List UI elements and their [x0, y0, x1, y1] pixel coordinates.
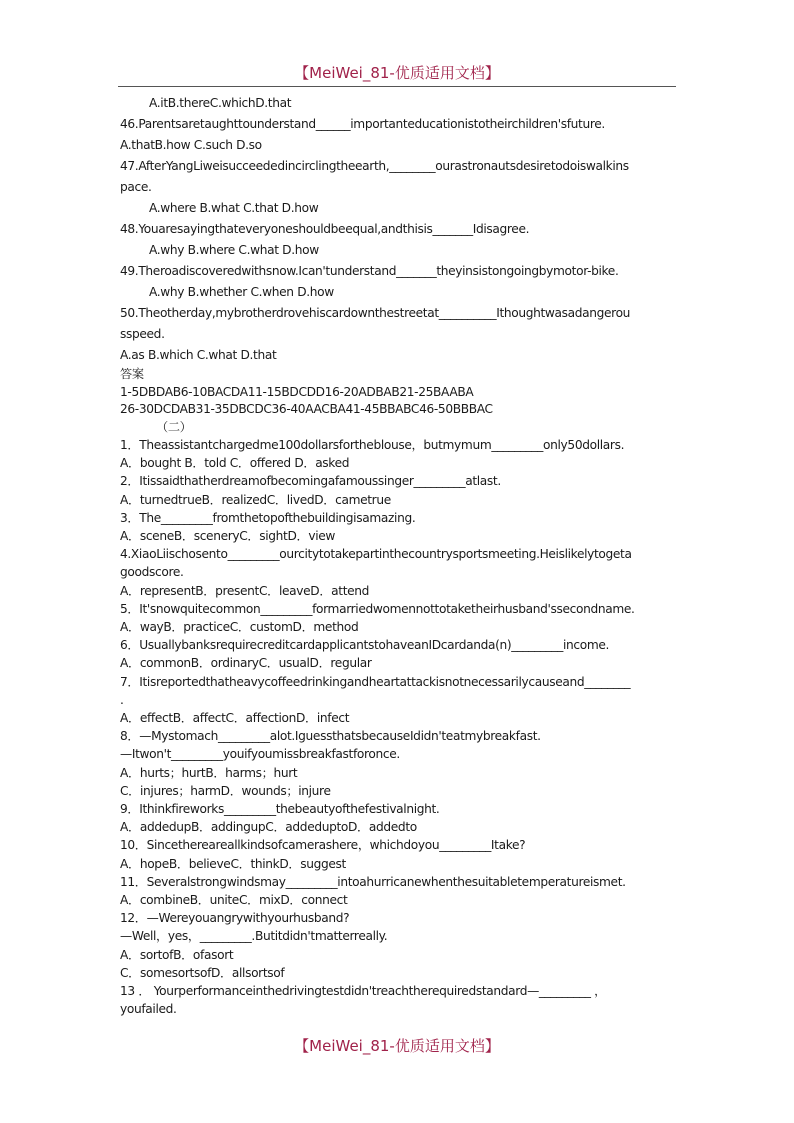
questions-45-50-block — [120, 93, 678, 384]
answer-key-line: 1-5DBDAB6-10BACDA11-15BDCDD16-20ADBAB21-25BAABA — [120, 384, 474, 399]
text-line: sspeed. — [120, 327, 165, 341]
question-line: youfailed. — [120, 1002, 177, 1017]
section-heading: （二） — [156, 419, 192, 434]
options-line: A．addedupB．addingupC．addeduptoD．addedto — [120, 820, 417, 835]
question-line: goodscore. — [120, 565, 184, 580]
text-line: 48.Youaresayingthateveryoneshouldbeequal,andthisis_______Idisagree. — [120, 222, 530, 236]
text-line: A.itB.thereC.whichD.that — [149, 96, 292, 110]
options-line: A．hurts；hurtB．harms；hurt — [120, 765, 298, 780]
options-line: A．turnedtrueB．realizedC．livedD．cametrue — [120, 492, 391, 507]
text-line: 47.AfterYangLiweisucceededincirclingtheearth,________ourastronautsdesiretodoiswalkins — [120, 159, 629, 173]
page-footer: 【MeiWei_81-优质适用文档】 — [294, 1037, 500, 1055]
question-line: 4.XiaoLiischosento_________ourcitytotakepartinthecountrysportsmeeting.Heislikelytogeta — [120, 547, 632, 562]
options-line: A．commonB．ordinaryC．usualD．regular — [120, 656, 372, 671]
text-line: 50.Theotherday,mybrotherdrovehiscardownthestreetat__________Ithoughtwasadangerou — [120, 306, 631, 320]
options-line: A．bought B．told C．offered D．asked — [120, 456, 350, 471]
question-line: 10．Sincethereareallkindsofcamerashere，whichdoyou_________Itake? — [120, 838, 526, 853]
options-line: A．combineB．uniteC．mixD．connect — [120, 893, 348, 908]
question-line: —Well，yes，_________.Butitdidn'tmatterreally. — [120, 929, 388, 944]
question-line: 12．—Wereyouangrywithyourhusband? — [120, 911, 350, 926]
options-line: C．somesortsofD．allsortsof — [120, 965, 285, 980]
text-line: A.thatB.how C.such D.so — [120, 138, 262, 152]
options-line: A．representB．presentC．leaveD．attend — [120, 583, 370, 598]
question-line: 8．—Mystomach_________alot.IguessthatsbecauseIdidn'teatmybreakfast. — [120, 729, 541, 744]
question-line: 5．It'snowquitecommon_________formarriedwomennottotaketheirhusband'ssecondname. — [120, 601, 635, 616]
question-line: 7．Itisreportedthatheavycoffeedrinkingandheartattackisnotnecessarilycauseand________ — [120, 674, 631, 689]
question-line: 11．Severalstrongwindsmay_________intoahurricanewhenthesuitabletemperatureismet. — [120, 874, 626, 889]
question-line: 1．Theassistantchargedme100dollarsfortheblouse，butmymum_________only50dollars. — [120, 438, 625, 452]
text-line: A.as B.which C.what D.that — [120, 348, 277, 362]
text-line: A.why B.where C.what D.how — [149, 243, 319, 257]
question-line: 9．Ithinkfireworks_________thebeautyofthefestivalnight. — [120, 802, 440, 817]
options-line: A．effectB．affectC．affectionD．infect — [120, 711, 350, 726]
options-line: C．injures；harmD．wounds；injure — [120, 783, 331, 798]
answer-heading: 答案 — [120, 367, 144, 381]
answer-key-block — [120, 384, 678, 437]
question-line: 2．Itissaidthatherdreamofbecomingafamoussinger_________atlast. — [120, 474, 501, 489]
question-line: . — [120, 692, 124, 707]
text-line: A.where B.what C.that D.how — [149, 201, 319, 215]
document-body — [120, 93, 678, 1019]
text-line: 46.Parentsaretaughttounderstand______importanteducationistotheirchildren'sfuture. — [120, 117, 605, 131]
question-line: 6．UsuallybanksrequirecreditcardapplicantstohaveanIDcardanda(n)_________income. — [120, 638, 610, 653]
text-line: A.why B.whether C.when D.how — [149, 285, 334, 299]
answer-key-line: 26-30DCDAB31-35DBCDC36-40AACBA41-45BBABC46-50BBBAC — [120, 402, 493, 416]
question-line: 3．The_________fromthetopofthebuildingisamazing. — [120, 510, 416, 525]
text-line: 49.Theroadiscoveredwithsnow.Ican'tunderstand_______theyinsistongoingbymotor-bike. — [120, 264, 619, 278]
section-two-questions — [120, 436, 678, 1019]
options-line: A．wayB．practiceC．customD．method — [120, 620, 359, 635]
header-divider — [118, 86, 676, 87]
options-line: A．sortofB．ofasort — [120, 947, 234, 962]
options-line: A．sceneB．sceneryC．sightD．view — [120, 529, 335, 544]
question-line: 13 ． Yourperformanceinthedrivingtestdidn'treachtherequiredstandard—_________ ， — [120, 984, 606, 999]
question-line: —Itwon't_________youifyoumissbreakfastforonce. — [120, 747, 400, 762]
page-header: 【MeiWei_81-优质适用文档】 — [294, 64, 500, 82]
text-line: pace. — [120, 180, 152, 194]
options-line: A．hopeB．believeC．thinkD．suggest — [120, 856, 346, 871]
